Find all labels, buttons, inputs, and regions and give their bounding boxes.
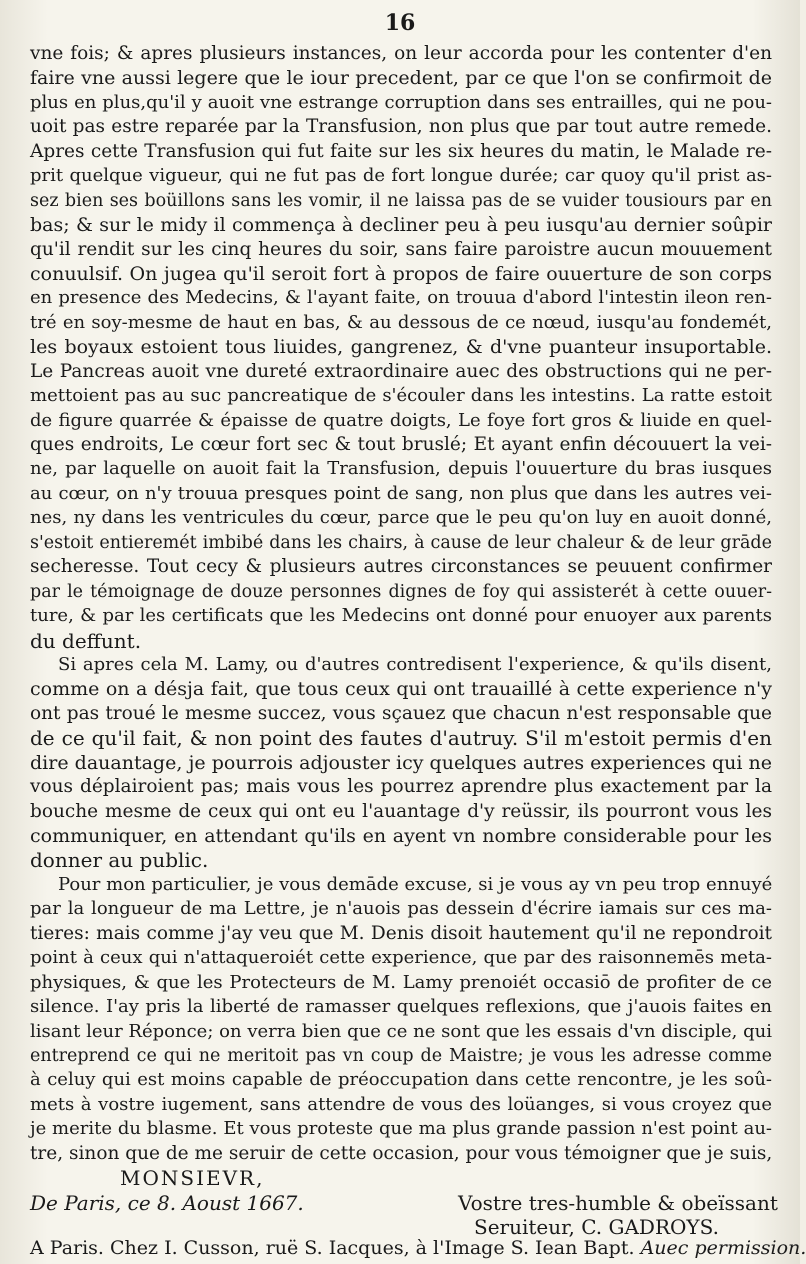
text-line: mettoient pas au suc pancreatique de s'écouler dans les intestins. La ratte estoit (30, 385, 772, 407)
text-line: Apres cette Transfusion qui fut faite sur les six heures du matin, le Malade re- (30, 140, 772, 162)
page-number: 16 (384, 10, 416, 36)
body-lines (30, 42, 772, 1166)
text-line: tre, sinon que de me seruir de cette occasion, pour vous témoigner que je suis, (30, 1142, 773, 1164)
text-line: bouche mesme de ceux qui ont eu l'auantage d'y reüssir, ils pourront vous les (30, 800, 772, 822)
letter-body (30, 42, 778, 1239)
signature: Seruiteur, C. GADROYS. (474, 1215, 719, 1239)
text-line: vous déplairoient pas; mais vous les pourrez aprendre plus exactement par la (30, 776, 772, 798)
text-line: ture, & par les certificats que les Medecins ont donné pour enuoyer aux parents (30, 605, 772, 627)
text-line: uoit pas estre reparée par la Transfusion, non plus que par tout autre remede. (30, 116, 772, 138)
text-line: de ce qu'il fait, & non point des fautes d'autruy. S'il m'estoit permis d'en (30, 726, 772, 751)
text-line: sez bien ses boüillons sans les vomir, il ne laissa pas de se vuider tousiours par en (30, 190, 772, 211)
text-line: je merite du blasme. Et vous proteste que ma plus grande passion n'est point au- (30, 1118, 772, 1140)
text-line: s'estoit entieremét imbibé dans les chairs, à cause de leur chaleur & de leur grāde (30, 532, 772, 553)
text-line: Pour mon particulier, je vous demāde excuse, si je vous ay vn peu trop ennuyé (58, 873, 773, 895)
text-line: physiques, & que les Protecteurs de M. Lamy prenoiét occasiō de profiter de ce (30, 971, 772, 993)
text-line: mets à vostre iugement, sans attendre de vous des loüanges, si vous croyez que (30, 1093, 772, 1115)
text-line: communiquer, en attendant qu'ils en ayent vn nombre considerable pour les (30, 825, 772, 847)
text-line: ques endroits, Le cœur fort sec & tout bruslé; Et ayant enfin découuert la vei- (30, 434, 772, 455)
text-line: tré en soy-mesme de haut en bas, & au dessous de ce nœud, iusqu'au fondemét, (30, 311, 772, 333)
text-line: faire vne aussi legere que le iour precedent, par ce que l'on se confirmoit de (30, 67, 772, 90)
text-line: en presence des Medecins, & l'ayant faite, on trouua d'abord l'intestin ileon ren- (30, 287, 772, 309)
text-line: conuulsif. On jugea qu'il seroit fort à propos de faire ouuerture de son corps (30, 262, 772, 285)
text-line: ont pas troué le mesme succez, vous sçauez que chacun n'est responsable que (30, 702, 772, 724)
text-line: prit quelque vigueur, qui ne fut pas de fort longue durée; car quoy qu'il prist as- (30, 165, 772, 187)
text-line: entreprend ce qui ne meritoit pas vn coup de Maistre; je vous les adresse comme (30, 1045, 772, 1066)
dateline-row (30, 1190, 778, 1215)
text-line: par la longueur de ma Lettre, je n'auois pas dessein d'écrire iamais sur ces ma- (30, 898, 772, 920)
text-line: lisant leur Réponce; on verra bien que ce ne sont que les essais d'vn disciple, qui (30, 1020, 772, 1042)
text-line: point à ceux qui n'attaqueroiét cette experience, que par des raisonnemēs meta- (30, 947, 772, 969)
text-line: secheresse. Tout cecy & plusieurs autres circonstances se peuuent confirmer (30, 556, 772, 578)
text-line: vne fois; & apres plusieurs instances, on leur accorda pour les contenter d'en (30, 43, 772, 64)
text-line: comme on a désja fait, que tous ceux qui ont trauaillé à cette experience n'y (30, 678, 772, 701)
text-line: donner au public. (30, 848, 209, 873)
text-line: nes, ny dans les ventricules du cœur, parce que le peu qu'on luy en auoit donné, (30, 507, 772, 529)
text-line: silence. I'ay pris la liberté de ramasser quelques reflexions, que j'auois faites en (30, 996, 772, 1018)
text-line: à celuy qui est moins capable de préoccupation dans cette rencontre, je les soû- (30, 1069, 772, 1091)
text-line: plus en plus,qu'il y auoit vne estrange corruption dans ses entrailles, qui ne pou- (30, 91, 772, 113)
text-line: du deffunt. (30, 628, 142, 653)
text-line: les boyaux estoient tous liuides, gangrenez, & d'vne puanteur insuportable. (30, 336, 772, 359)
dateline: De Paris, ce 8. Aoust 1667. (30, 1190, 304, 1215)
text-line: Le Pancreas auoit vne dureté extraordinaire auec des obstructions qui ne per- (30, 360, 772, 382)
text-line: au cœur, on n'y trouua presques point de sang, non plus que dans les autres vei- (30, 482, 772, 504)
text-line: bas; & sur le midy il commença à decliner peu à peu iusqu'au dernier soûpir (30, 214, 772, 237)
text-line: ne, par laquelle on auoit fait la Transfusion, depuis l'ouuerture du bras iusques (30, 458, 772, 480)
salutation: MONSIEVR, (120, 1166, 265, 1191)
closing-formula: Vostre tres-humble & obeïssant (458, 1190, 778, 1215)
text-line: par le témoignage de douze personnes dignes de foy qui assisterét à cette ouuer- (30, 581, 772, 602)
imprint-permission: Auec permission. (640, 1237, 806, 1259)
text-line: tieres: mais comme j'ay veu que M. Denis disoit hautement qu'il ne repondroit (30, 922, 772, 944)
text-line: Si apres cela M. Lamy, ou d'autres contredisent l'experience, & qu'ils disent, (58, 653, 772, 675)
text-line: dire dauantage, je pourrois adjouster icy quelques autres experiences qui ne (30, 751, 772, 774)
text-line: de figure quarrée & épaisse de quatre doigts, Le foye fort gros & liuide en quel- (30, 409, 772, 431)
imprint-line (30, 1236, 806, 1260)
imprint-text: A Paris. Chez I. Cusson, ruë S. Iacques, à l'Image S. Iean Bapt. (30, 1237, 635, 1259)
text-line: qu'il rendit sur les cinq heures du soir, sans faire paroistre aucun mouuement (30, 238, 772, 260)
